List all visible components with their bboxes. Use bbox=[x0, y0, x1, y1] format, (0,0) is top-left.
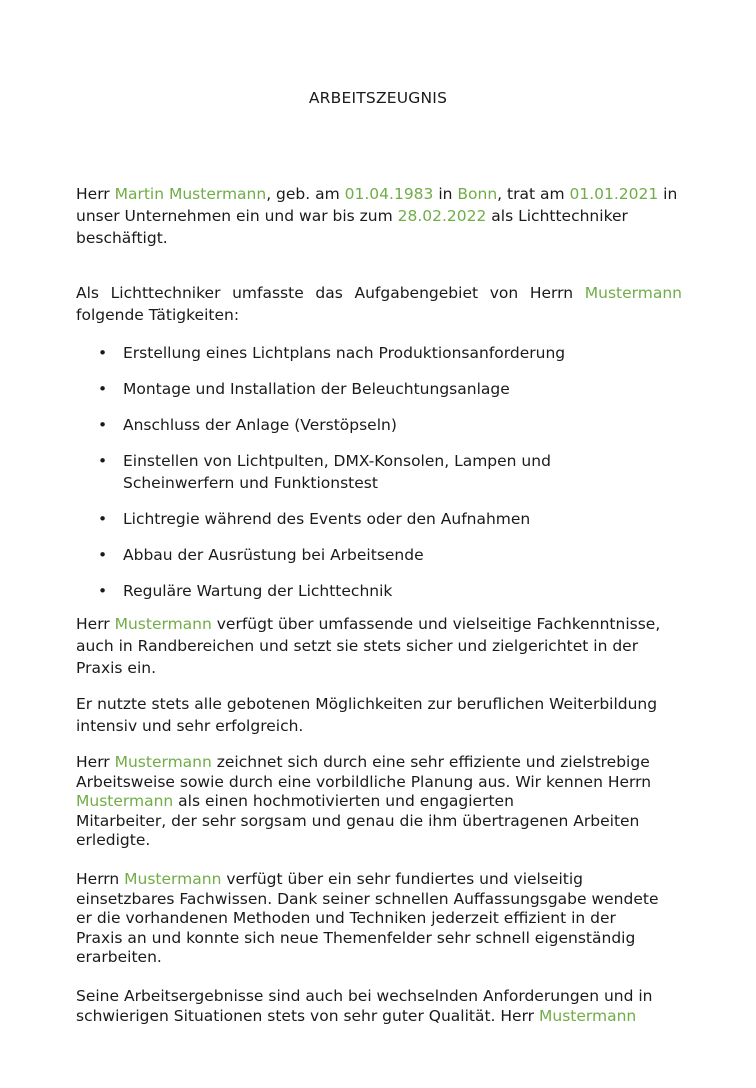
work-style-text-3: als einen hochmotivierten und engagierten bbox=[173, 792, 514, 810]
task-list bbox=[76, 342, 682, 602]
surname-highlight: Mustermann bbox=[124, 870, 222, 888]
intro-paragraph bbox=[76, 184, 682, 249]
work-style-text-2: zeichnet sich durch eine sehr effiziente und zielstrebige Arbeitsweise sowie durch eine vorbildliche Planung aus. Wir kennen Herrn bbox=[76, 753, 652, 791]
task-item: • Einstellen von Lichtpulten, DMX-Konsolen, Lampen und Scheinwerfern und Funktionstest bbox=[76, 450, 682, 494]
surname-highlight: Mustermann bbox=[539, 1006, 637, 1025]
birth-place: Bonn bbox=[457, 185, 498, 203]
intro-text-2: , geb. am bbox=[266, 185, 345, 203]
surname-highlight: Mustermann bbox=[114, 615, 212, 633]
tasks-intro-text-1: Als Lichttechniker umfasste das Aufgabengebiet von Herrn bbox=[76, 284, 585, 302]
expertise-paragraph bbox=[76, 870, 666, 968]
work-style-text-1: Herr bbox=[76, 753, 115, 771]
results-text-1: Seine Arbeitsergebnisse sind auch bei wechselnden Anforderungen und in schwierigen Situationen stets von sehr guter Qualität. Herr bbox=[76, 987, 653, 1025]
surname-highlight: Mustermann bbox=[114, 753, 212, 771]
expertise-text-2: verfügt über ein sehr fundiertes und vielseitig einsetzbares Fachwissen. Dank seiner schnellen Auffassungsgabe wendete er die vorhandenen Methoden und Techniken jederzeit effizient in der Praxis an und konnte sich neue Themenfelder sehr schnell eigenständig erarbeiten. bbox=[76, 870, 659, 966]
intro-text-3: in bbox=[433, 185, 458, 203]
task-item: • Erstellung eines Lichtplans nach Produktionsanforderung bbox=[76, 342, 682, 364]
expertise-text-1: Herrn bbox=[76, 870, 125, 888]
birth-date: 01.04.1983 bbox=[344, 185, 434, 203]
task-item: • Montage und Installation der Beleuchtungsanlage bbox=[76, 378, 682, 400]
employee-name: Martin Mustermann bbox=[114, 185, 267, 203]
document-title: ARBEITSZEUGNIS bbox=[308, 89, 448, 107]
start-date: 01.01.2021 bbox=[569, 185, 659, 203]
knowledge-text-2: verfügt über umfassende und vielseitige Fachkenntnisse, auch in Randbereichen und setzt sie stets sicher und zielgerichtet in der Praxis ein. bbox=[76, 615, 661, 677]
task-item: • Lichtregie während des Events oder den Aufnahmen bbox=[76, 508, 682, 530]
intro-text-5: in unser Unternehmen ein und war bis zum bbox=[76, 185, 678, 225]
training-paragraph: Er nutzte stets alle gebotenen Möglichkeiten zur beruflichen Weiterbildung intensiv und sehr erfolgreich. bbox=[76, 695, 658, 735]
tasks-intro-text-2: folgende Tätigkeiten: bbox=[76, 305, 240, 324]
work-style-text-4: Mitarbeiter, der sehr sorgsam und genau die ihm übertragenen Arbeiten erledigte. bbox=[76, 811, 640, 849]
knowledge-paragraph bbox=[76, 614, 662, 679]
end-date: 28.02.2022 bbox=[397, 206, 487, 225]
intro-text-6: als Lichttechniker beschäftigt. bbox=[76, 206, 628, 247]
intro-text-1: Herr bbox=[76, 185, 115, 203]
knowledge-text-1: Herr bbox=[76, 615, 115, 633]
task-item: • Abbau der Ausrüstung bei Arbeitsende bbox=[76, 544, 682, 566]
work-style-paragraph bbox=[76, 753, 682, 851]
surname-highlight: Mustermann bbox=[584, 284, 682, 302]
surname-highlight: Mustermann bbox=[76, 792, 174, 810]
task-item: • Anschluss der Anlage (Verstöpseln) bbox=[76, 414, 682, 436]
tasks-intro-paragraph bbox=[76, 283, 682, 327]
results-paragraph bbox=[76, 987, 676, 1026]
task-item: • Reguläre Wartung der Lichttechnik bbox=[76, 580, 682, 602]
intro-text-4: , trat am bbox=[497, 185, 570, 203]
